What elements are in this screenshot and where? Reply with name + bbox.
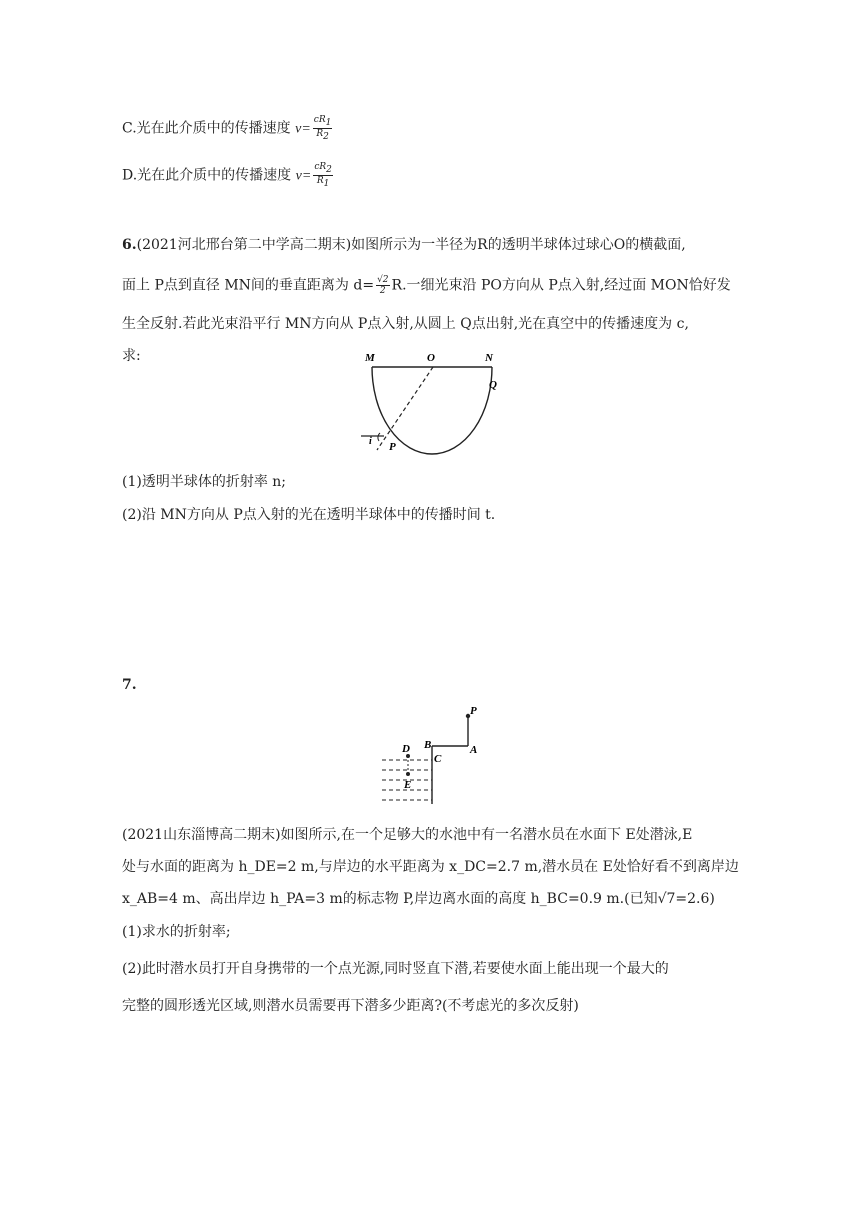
q6-line-3: 生全反射.若此光束沿平行 MN方向从 P点入射,从圆上 Q点出射,光在真空中的传播速度为 c, — [122, 316, 689, 332]
dashed-po — [377, 367, 433, 450]
q6-figure — [355, 348, 515, 460]
label-e: E — [404, 779, 412, 791]
option-c-fraction: $\frac{cR_1}{R_2}$ — [313, 115, 332, 142]
q6-fraction: $\frac{√2}{2}$ — [377, 275, 389, 296]
option-d — [122, 162, 335, 189]
option-d-v: v= — [295, 168, 312, 184]
q6-text-2b: R.一细光束沿 PO方向从 P点入射,经过面 MON恰好发 — [391, 277, 731, 294]
q7-line-2: 处与水面的距离为 h_DE=2 m,与岸边的水平距离为 x_DC=2.7 m,潜水员在 E处恰好看不到离岸边 — [122, 859, 739, 875]
option-c-text: C.光在此介质中的传播速度 — [122, 120, 291, 137]
q7-part-2: (2)此时潜水员打开自身携带的一个点光源,同时竖直下潜,若要使水面上能出现一个最大的 — [122, 961, 669, 977]
label-p: P — [389, 441, 396, 453]
option-d-fraction: $\frac{cR_2}{R_1}$ — [314, 162, 332, 189]
label-c: C — [434, 753, 442, 765]
q7-line-3: x_AB=4 m、高出岸边 h_PA=3 m的标志物 P,岸边离水面的高度 h_BC=0.9 m.(已知√7=2.6) — [122, 891, 715, 907]
label-o: O — [427, 352, 435, 364]
q7-part-3: 完整的圆形透光区域,则潜水员需要再下潜多少距离?(不考虑光的多次反射) — [122, 998, 579, 1014]
label-p: P — [470, 705, 477, 717]
q6-number: 6. — [122, 237, 137, 253]
q7-part-1: (1)求水的折射率; — [122, 924, 231, 940]
label-b: B — [424, 739, 432, 751]
option-c — [122, 115, 334, 142]
q6-line-1 — [122, 235, 686, 255]
q7-number: 7. — [122, 677, 137, 693]
q6-line-2 — [122, 275, 731, 296]
label-a: A — [470, 744, 478, 756]
label-i: i — [369, 436, 372, 447]
point-e — [406, 772, 410, 776]
option-d-text: D.光在此介质中的传播速度 — [122, 167, 292, 184]
label-d: D — [402, 743, 410, 755]
label-n: N — [485, 352, 493, 364]
q6-line-4: 求: — [122, 348, 141, 364]
q6-text-2a: 面上 P点到直径 MN间的垂直距离为 d= — [122, 277, 375, 294]
option-c-v: v= — [295, 121, 311, 137]
q7-line-1: (2021山东淄博高二期末)如图所示,在一个足够大的水池中有一名潜水员在水面下 E处潜泳,E — [122, 827, 693, 843]
q6-part-2: (2)沿 MN方向从 P点入射的光在透明半球体中的传播时间 t. — [122, 507, 496, 523]
q6-part-1: (1)透明半球体的折射率 n; — [122, 474, 287, 490]
label-m: M — [365, 352, 375, 364]
q6-text-1: (2021河北邢台第二中学高二期末)如图所示为一半径为R的透明半球体过球心O的横截面, — [136, 237, 686, 253]
angle-arc — [378, 433, 380, 441]
q7-figure — [370, 704, 490, 804]
label-q: Q — [489, 379, 497, 391]
